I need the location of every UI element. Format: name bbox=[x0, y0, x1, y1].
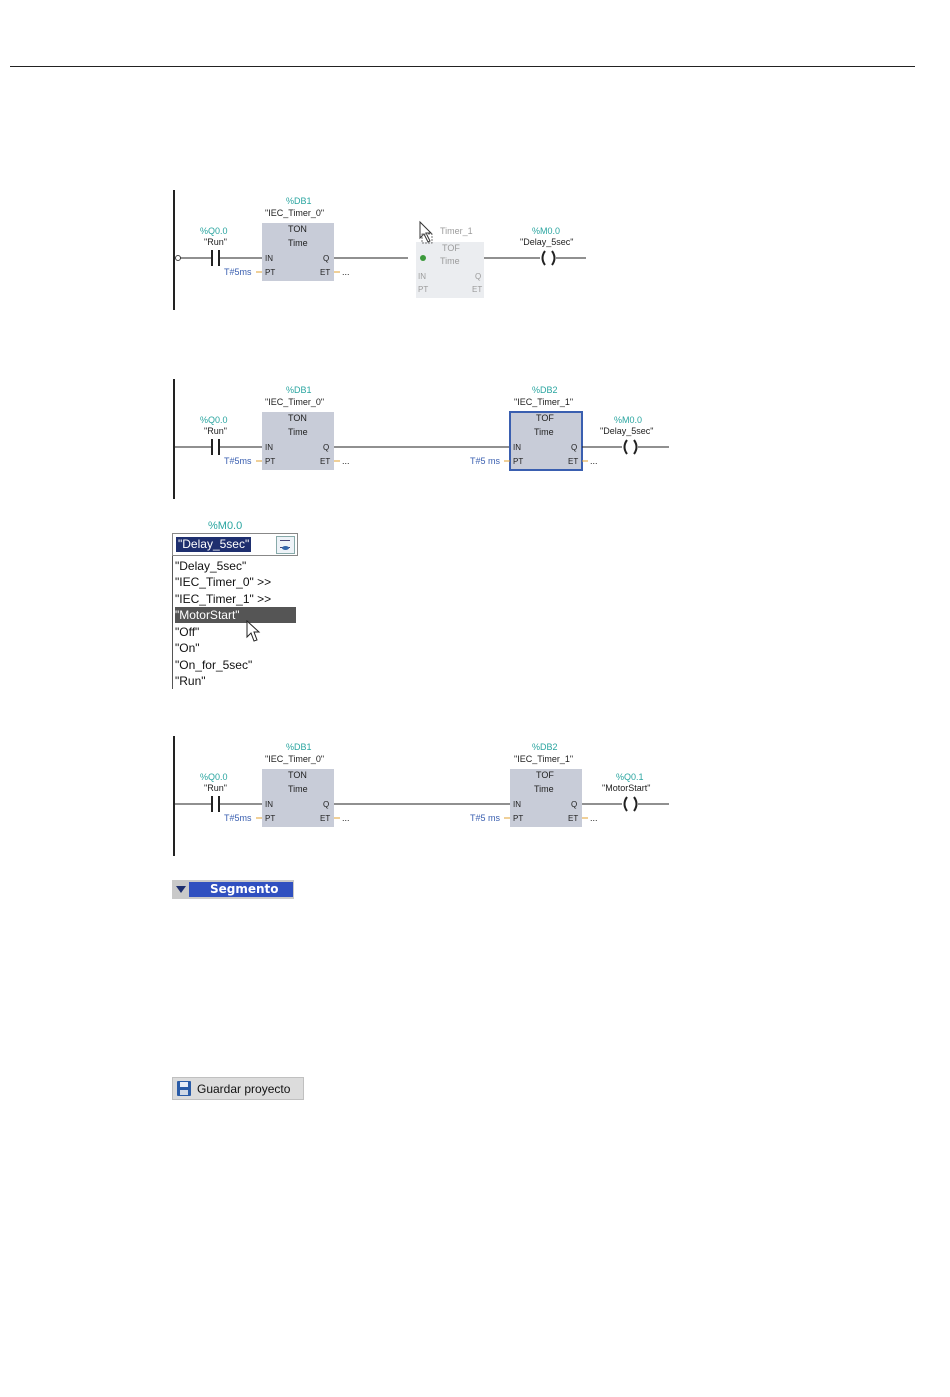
ton-instance-name: "IEC_Timer_0" bbox=[265, 208, 325, 218]
tof-db-address: %DB2 bbox=[532, 742, 558, 752]
tag-option[interactable]: "Delay_5sec" bbox=[175, 559, 247, 573]
ton-db-address: %DB1 bbox=[286, 385, 312, 395]
tag-address: %M0.0 bbox=[208, 520, 243, 532]
tof-instance-name: "IEC_Timer_1" bbox=[514, 754, 574, 764]
coil-name: "Delay_5sec" bbox=[600, 426, 654, 436]
coil-address: %M0.0 bbox=[532, 226, 561, 236]
page-header-rule bbox=[10, 66, 915, 67]
run-contact-address: %Q0.0 bbox=[200, 772, 228, 782]
coil-name: "Delay_5sec" bbox=[520, 237, 574, 247]
ghost-pin-in: IN bbox=[418, 272, 426, 281]
ton-et-value: ... bbox=[342, 267, 350, 277]
ton-pin-q: Q bbox=[323, 800, 330, 809]
ton-timer-block[interactable] bbox=[262, 196, 334, 281]
ton-pin-in: IN bbox=[265, 800, 273, 809]
save-project-button[interactable] bbox=[172, 1077, 304, 1100]
ton-pin-pt: PT bbox=[265, 457, 276, 466]
coil-address: %Q0.1 bbox=[616, 772, 644, 782]
run-contact[interactable] bbox=[212, 439, 219, 455]
coil-name: "MotorStart" bbox=[602, 783, 651, 793]
tof-pt-value[interactable]: T#5 ms bbox=[470, 456, 501, 466]
ton-pt-value[interactable]: T#5ms bbox=[224, 813, 252, 823]
tag-option[interactable]: "IEC_Timer_1" >> bbox=[175, 592, 272, 606]
tof-pt-value[interactable]: T#5 ms bbox=[470, 813, 501, 823]
ton-pin-pt: PT bbox=[265, 268, 276, 277]
mouse-pointer-icon bbox=[420, 222, 432, 243]
tof-timer-block[interactable] bbox=[510, 742, 582, 827]
ton-timer-block[interactable] bbox=[262, 742, 334, 827]
ladder-network-1 bbox=[172, 190, 672, 312]
ladder-network-2 bbox=[172, 379, 672, 501]
ladder-network-3 bbox=[172, 736, 672, 858]
tof-pin-et: ET bbox=[568, 457, 579, 466]
eye-icon bbox=[282, 546, 289, 550]
ton-et-value: ... bbox=[342, 456, 350, 466]
run-contact-address: %Q0.0 bbox=[200, 415, 228, 425]
tof-time-label: Time bbox=[534, 427, 554, 437]
ton-instance-name: "IEC_Timer_0" bbox=[265, 397, 325, 407]
run-contact-address: %Q0.0 bbox=[200, 226, 228, 236]
ton-pin-in: IN bbox=[265, 254, 273, 263]
ghost-pin-q: Q bbox=[475, 272, 482, 281]
mouse-pointer-icon bbox=[246, 620, 262, 644]
tag-option[interactable]: "Run" bbox=[175, 674, 206, 688]
tof-pin-q: Q bbox=[571, 800, 578, 809]
ton-pin-pt: PT bbox=[265, 814, 276, 823]
run-contact[interactable] bbox=[212, 796, 219, 812]
ladder-diagram-3 bbox=[172, 736, 672, 858]
ton-timer-block[interactable] bbox=[262, 385, 334, 470]
segment-header[interactable] bbox=[172, 880, 294, 911]
ton-pin-et: ET bbox=[320, 268, 331, 277]
tof-db-address: %DB2 bbox=[532, 385, 558, 395]
tof-timer-block[interactable] bbox=[510, 385, 582, 470]
tof-et-value: ... bbox=[590, 456, 598, 466]
ton-type-label: TON bbox=[288, 224, 307, 234]
tag-option[interactable]: "IEC_Timer_0" >> bbox=[175, 575, 272, 589]
tag-option[interactable]: "On" bbox=[175, 641, 200, 655]
delay-coil[interactable] bbox=[543, 251, 555, 265]
tof-pin-pt: PT bbox=[513, 814, 524, 823]
segment-title: Segmento 3: bbox=[189, 882, 293, 897]
tof-pin-et: ET bbox=[568, 814, 579, 823]
tof-et-value: ... bbox=[590, 813, 598, 823]
tag-browse-button[interactable] bbox=[276, 536, 295, 554]
ghost-type: TOF bbox=[442, 243, 460, 253]
run-contact-name: "Run" bbox=[204, 237, 227, 247]
ghost-pin-pt: PT bbox=[418, 285, 429, 294]
ton-time-label: Time bbox=[288, 238, 308, 248]
ton-type-label: TON bbox=[288, 770, 307, 780]
coil-address: %M0.0 bbox=[614, 415, 643, 425]
ghost-name: Timer_1 bbox=[440, 226, 473, 236]
delay-coil[interactable] bbox=[625, 440, 637, 454]
tof-pin-in: IN bbox=[513, 800, 521, 809]
ladder-diagram-1 bbox=[172, 190, 672, 312]
ton-pin-in: IN bbox=[265, 443, 273, 452]
tof-pin-pt: PT bbox=[513, 457, 524, 466]
ton-pin-et: ET bbox=[320, 814, 331, 823]
ton-db-address: %DB1 bbox=[286, 196, 312, 206]
run-contact[interactable] bbox=[212, 250, 219, 266]
ton-instance-name: "IEC_Timer_0" bbox=[265, 754, 325, 764]
ton-type-label: TON bbox=[288, 413, 307, 423]
ghost-time: Time bbox=[440, 256, 460, 266]
tof-type-label: TOF bbox=[536, 413, 554, 423]
ton-et-value: ... bbox=[342, 813, 350, 823]
collapse-triangle-icon[interactable] bbox=[176, 886, 186, 893]
tof-pin-in: IN bbox=[513, 443, 521, 452]
tag-option[interactable]: "On_for_5sec" bbox=[175, 658, 253, 672]
ton-pt-value[interactable]: T#5ms bbox=[224, 456, 252, 466]
tof-pin-q: Q bbox=[571, 443, 578, 452]
ladder-diagram-2 bbox=[172, 379, 672, 501]
tag-input-value: "Delay_5sec" bbox=[178, 537, 250, 551]
ton-time-label: Time bbox=[288, 784, 308, 794]
tof-type-label: TOF bbox=[536, 770, 554, 780]
floppy-disk-icon bbox=[177, 1081, 191, 1096]
tag-input[interactable] bbox=[172, 533, 298, 556]
tag-option-selected[interactable]: "MotorStart" bbox=[175, 607, 296, 623]
motorstart-coil[interactable] bbox=[625, 797, 637, 811]
ton-pt-value[interactable]: T#5ms bbox=[224, 267, 252, 277]
ton-db-address: %DB1 bbox=[286, 742, 312, 752]
tof-time-label: Time bbox=[534, 784, 554, 794]
ton-time-label: Time bbox=[288, 427, 308, 437]
ton-pin-q: Q bbox=[323, 254, 330, 263]
ghost-pin-et: ET bbox=[472, 285, 483, 294]
tag-option[interactable]: "Off" bbox=[175, 625, 200, 639]
run-contact-name: "Run" bbox=[204, 426, 227, 436]
tof-instance-name: "IEC_Timer_1" bbox=[514, 397, 574, 407]
drop-target-icon bbox=[420, 255, 426, 261]
save-project-label: Guardar proyecto bbox=[197, 1082, 291, 1096]
run-contact-name: "Run" bbox=[204, 783, 227, 793]
tag-list bbox=[172, 556, 297, 689]
ton-pin-q: Q bbox=[323, 443, 330, 452]
ton-pin-et: ET bbox=[320, 457, 331, 466]
